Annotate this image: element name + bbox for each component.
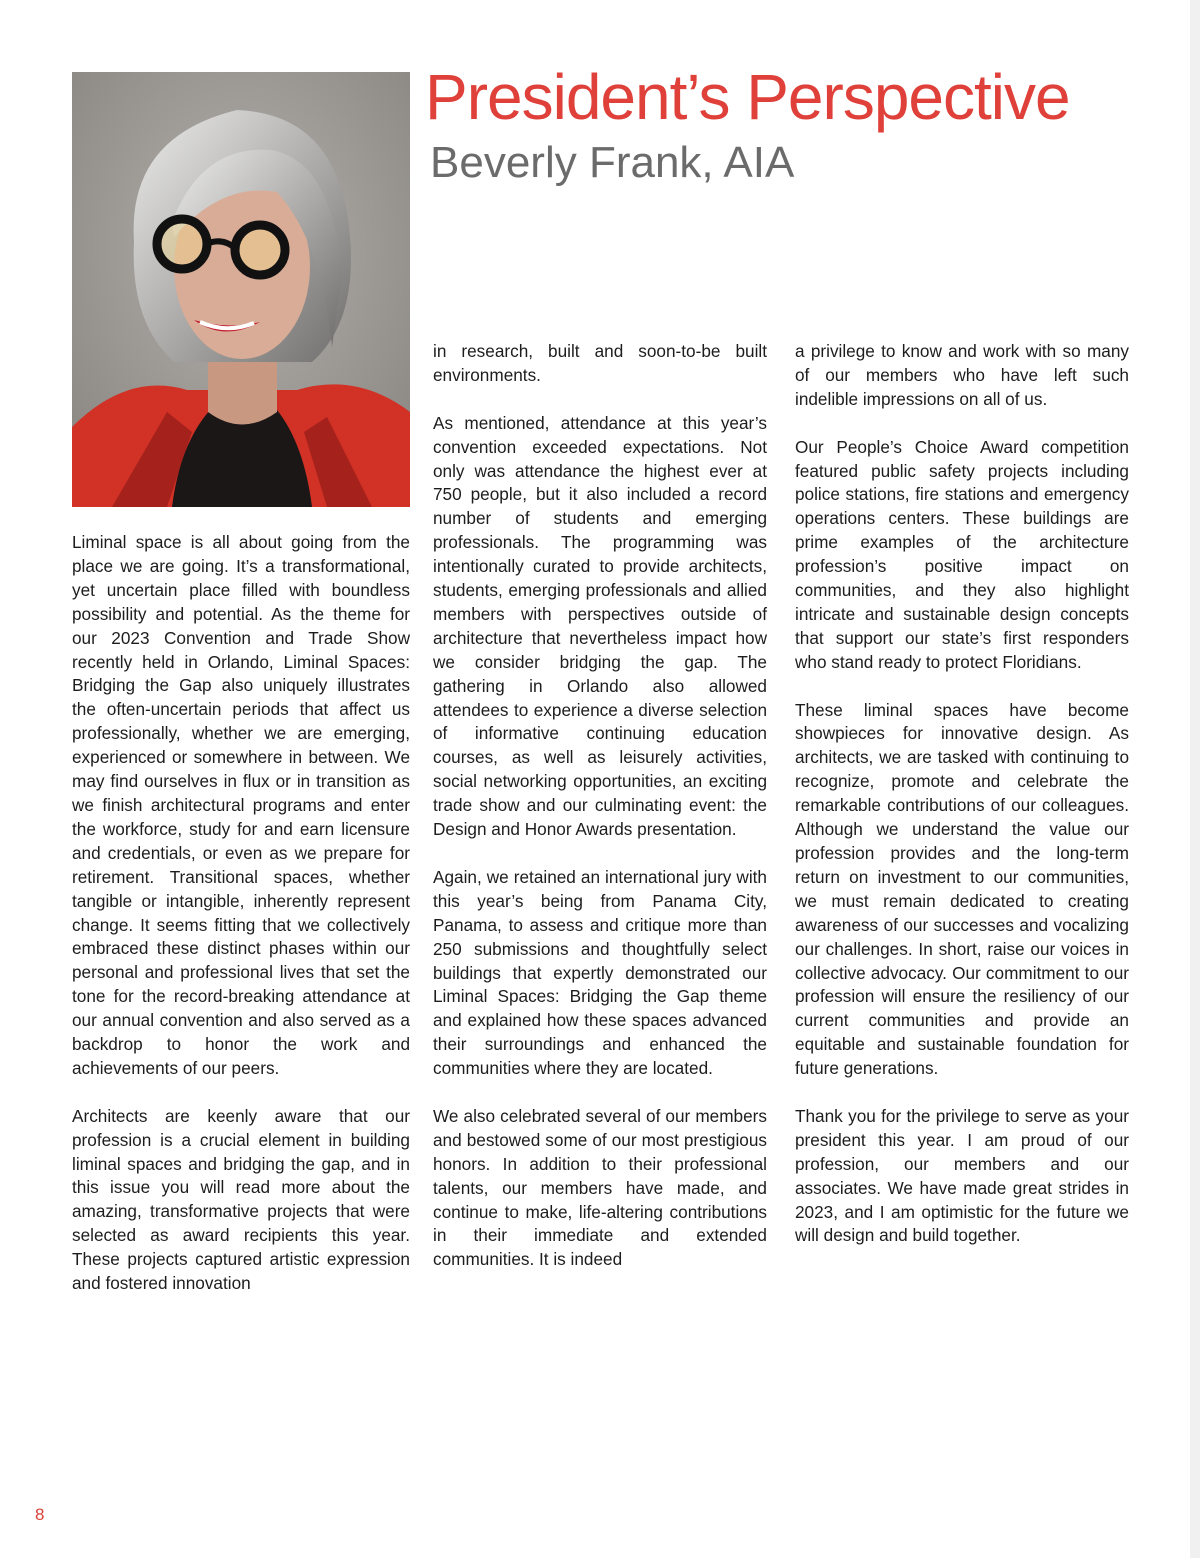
article-column-1 bbox=[72, 531, 410, 1296]
paragraph: Liminal space is all about going from the place we are going. It’s a transformational, yet uncertain place filled with boundless possibility and potential. As the theme for our 2023 Convention and Trade Show recently held in Orlando, Liminal Spaces: Bridging the Gap also uniquely illustrates the often-uncertain periods that affect us professionally, whether we are emerging, experienced or somewhere in between. We may find ourselves in flux or in transition as we finish architectural programs and enter the workforce, study for and earn licensure and credentials, or even as we prepare for retirement. Transitional spaces, whether tangible or intangible, inherently represent change. It seems fitting that we collectively embraced these distinct phases within our personal and professional lives that set the tone for the record-breaking attendance at our annual convention and also served as a backdrop to honor the work and achievements of our peers. bbox=[72, 532, 410, 1078]
paragraph: a privilege to know and work with so many of our members who have left such indelible impressions on all of us. bbox=[795, 341, 1129, 409]
page-title: President’s Perspective bbox=[425, 61, 1070, 133]
page-edge bbox=[1190, 0, 1200, 1558]
portrait-photo bbox=[72, 72, 410, 507]
paragraph: Architects are keenly aware that our profession is a crucial element in building liminal spaces and bridging the gap, and in this issue you will read more about the amazing, transformative projects that were selected as award recipients this year. These projects captured artistic expression and fostered innovation bbox=[72, 1105, 410, 1294]
page-number: 8 bbox=[35, 1505, 45, 1524]
paragraph: Our People’s Choice Award competition featured public safety projects including police stations, fire stations and emergency operations centers. These buildings are prime examples of the architecture profession’s positive impact on communities, and they also highlight intricate and sustainable design concepts that support our state’s first responders who stand ready to protect Floridians. bbox=[795, 436, 1129, 672]
article-column-2 bbox=[433, 340, 767, 1272]
paragraph: Thank you for the privilege to serve as your president this year. I am proud of our profession, our members and our associates. We have made great strides in 2023, and I am optimistic for the future we will design and build together. bbox=[795, 1105, 1129, 1246]
paragraph: As mentioned, attendance at this year’s convention exceeded expectations. Not only was attendance the highest ever at 750 people, but it also included a record number of students and emerging professionals. The programming was intentionally curated to provide architects, students, emerging professionals and allied members with perspectives outside of architecture that nevertheless impact how we consider bridging the gap. The gathering in Orlando also allowed attendees to experience a diverse selection of informative continuing education courses, as well as leisurely activities, social networking opportunities, an exciting trade show and our culminating event: the Design and Honor Awards presentation. bbox=[433, 412, 767, 840]
author-byline: Beverly Frank, AIA bbox=[430, 138, 795, 187]
article-column-3 bbox=[795, 340, 1129, 1248]
paragraph: These liminal spaces have become showpieces for innovative design. As architects, we are tasked with continuing to recognize, promote and celebrate the remarkable contributions of our colleagues. Although we understand the value our profession provides and the long-term return on investment to our communities, we must remain dedicated to creating awareness of our successes and vocalizing our challenges. In short, raise our voices in collective advocacy. Our commitment to our profession will ensure the resiliency of our current communities and provide an equitable and sustainable foundation for future generations. bbox=[795, 699, 1129, 1079]
paragraph: in research, built and soon-to-be built environments. bbox=[433, 341, 767, 385]
paragraph: We also celebrated several of our members and bestowed some of our most prestigious honors. In addition to their professional talents, our members have made, and continue to make, life-altering contributions in their immediate and extended communities. It is indeed bbox=[433, 1105, 767, 1270]
paragraph: Again, we retained an international jury with this year’s being from Panama City, Panama, to assess and critique more than 250 submissions and thoughtfully select buildings that expertly demonstrated our Liminal Spaces: Bridging the Gap theme and explained how these spaces advanced their surroundings and enhanced the communities where they are located. bbox=[433, 866, 767, 1079]
